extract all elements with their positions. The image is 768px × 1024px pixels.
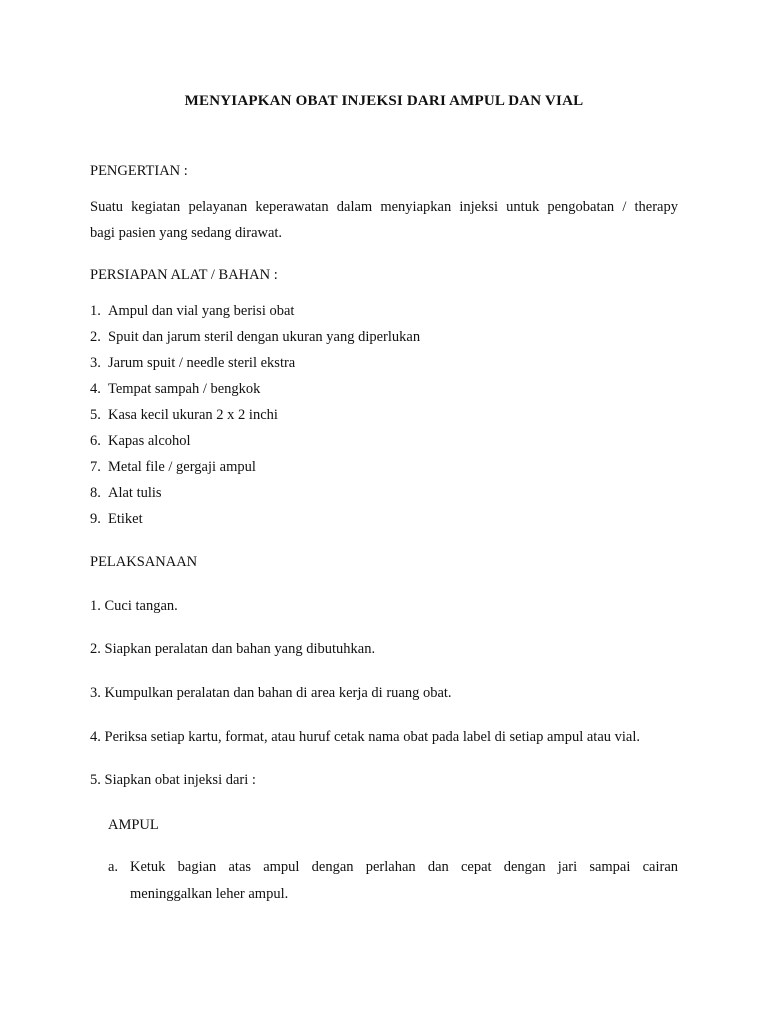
list-item-text: Metal file / gergaji ampul [108, 459, 256, 475]
list-item-number: 7. [90, 459, 101, 475]
step-item: 2. Siapkan peralatan dan bahan yang dibutuhkan. [90, 641, 376, 657]
list-item-number: 1. [90, 303, 101, 319]
pelaksanaan-heading: PELAKSANAAN [90, 554, 198, 570]
list-item-text: Alat tulis [108, 485, 162, 501]
list-item [90, 458, 256, 476]
list-item-text: Ampul dan vial yang berisi obat [108, 303, 295, 319]
list-item-number: 2. [90, 329, 101, 345]
list-item-text: Kapas alcohol [108, 433, 191, 449]
list-item [90, 510, 143, 528]
list-item [90, 484, 162, 502]
list-item-number: 4. [90, 381, 101, 397]
list-item [90, 302, 294, 320]
list-item [90, 432, 191, 450]
list-item-number: 8. [90, 485, 101, 501]
list-item-text: Kasa kecil ukuran 2 x 2 inchi [108, 407, 278, 423]
list-item-text: Jarum spuit / needle steril ekstra [108, 355, 296, 371]
document-title: MENYIAPKAN OBAT INJEKSI DARI AMPUL DAN VIAL [184, 93, 584, 109]
list-item-number: 6. [90, 433, 101, 449]
pengertian-text-line-2: bagi pasien yang sedang dirawat. [90, 225, 283, 241]
ampul-step-a-marker: a. [108, 859, 119, 875]
list-item [90, 354, 295, 372]
list-item-number: 5. [90, 407, 101, 423]
list-item-number: 3. [90, 355, 101, 371]
list-item-number: 9. [90, 511, 101, 527]
step-item: 5. Siapkan obat injeksi dari : [90, 772, 256, 788]
list-item-text: Tempat sampah / bengkok [108, 381, 261, 397]
list-item-text: Spuit dan jarum steril dengan ukuran yang diperlukan [108, 329, 421, 345]
step-item: 1. Cuci tangan. [90, 598, 178, 614]
list-item [90, 380, 260, 398]
ampul-step-a-line-2: meninggalkan leher ampul. [130, 886, 289, 902]
list-item [90, 406, 278, 424]
ampul-heading: AMPUL [108, 817, 159, 833]
pengertian-text-line-1: Suatu kegiatan pelayanan keperawatan dalam menyiapkan injeksi untuk pengobatan / therapy [90, 199, 678, 215]
ampul-step-a-line-1: Ketuk bagian atas ampul dengan perlahan dan cepat dengan jari sampai cairan [130, 859, 678, 875]
list-item [90, 328, 420, 346]
persiapan-heading: PERSIAPAN ALAT / BAHAN : [90, 267, 278, 283]
pengertian-heading: PENGERTIAN : [90, 163, 188, 179]
list-item-text: Etiket [108, 511, 143, 527]
step-item: 4. Periksa setiap kartu, format, atau huruf cetak nama obat pada label di setiap ampul atau vial. [90, 729, 640, 745]
step-item: 3. Kumpulkan peralatan dan bahan di area kerja di ruang obat. [90, 685, 452, 701]
